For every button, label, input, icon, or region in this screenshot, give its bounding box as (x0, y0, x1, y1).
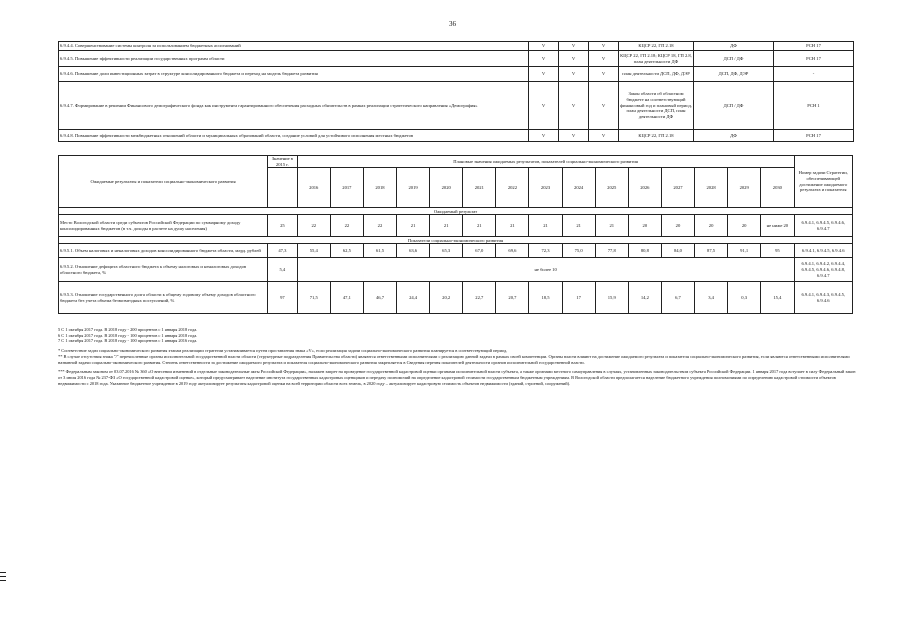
section-expected-result: Ожидаемый результат (59, 208, 853, 215)
base-year-cell (268, 168, 298, 208)
task-document: КЦСР 22, ГП 2.18 (619, 130, 694, 142)
year-header: 2027 (661, 168, 694, 208)
year-header: 2024 (562, 168, 595, 208)
planned-value: 61,5 (363, 244, 396, 258)
base-year-header: Значение в 2015 г. (268, 156, 298, 168)
planned-value: 20 (628, 215, 661, 237)
planned-value: 14,2 (628, 282, 661, 314)
page-number: 36 (449, 20, 456, 28)
planned-value: 21 (397, 215, 430, 237)
task-document: Закон области об областном бюджете на соответствующий финансовый год и плановый период, план деятельности ДСП, план деятельности ДФ (619, 82, 694, 130)
planned-value: 91,1 (728, 244, 761, 258)
year-header: 2023 (529, 168, 562, 208)
planned-value: 67,0 (463, 244, 496, 258)
base-value: 97 (268, 282, 298, 314)
planned-value: 21 (562, 215, 595, 237)
year-header: 2019 (397, 168, 430, 208)
expected-result-label: Место Вологодской области среди субъектов Российской Федерации по суммарному доходу консолидированных бюджетов (в т.ч. доходы в расчете на душу населения) (59, 215, 268, 237)
year-header: 2030 (761, 168, 794, 208)
year-header: 2017 (330, 168, 363, 208)
task-number: РСН 17 (774, 42, 854, 51)
planned-value: 20,2 (430, 282, 463, 314)
year-header: 2026 (628, 168, 661, 208)
footnote: 5 С 1 октября 2017 года. В 2018 году - 200 процентов с 1 января 2018 года. (58, 327, 198, 332)
task-responsible: ДФ (694, 130, 774, 142)
planned-value: 21 (529, 215, 562, 237)
footnote: 7 С 1 октября 2017 года. В 2018 году - 100 процентов с 1 января 2016 года. (58, 338, 198, 344)
planned-value: 24,4 (397, 282, 430, 314)
task-text: 6.9.4.6. Повышение доли инвестиционных затрат в структуре консолидированного бюджета и переход на модель бюджета развития (59, 67, 529, 82)
planned-value: 47,1 (330, 282, 363, 314)
task-row (59, 67, 854, 82)
indicator-row (59, 258, 853, 282)
results-table (58, 155, 853, 314)
planned-value: 65,3 (430, 244, 463, 258)
tasks-table (58, 41, 854, 142)
results-header-label: Ожидаемые результаты и показатели социально-экономического развития (59, 156, 268, 208)
base-value: 47,3 (268, 244, 298, 258)
task-number: - (774, 67, 854, 82)
planned-value: 15,9 (595, 282, 628, 314)
planned-value: не ниже 20 (761, 215, 794, 237)
planned-value: 63,6 (397, 244, 430, 258)
footnote: * Соответствие задач социально-экономического развития этапам реализации стратегии устанавливается путем проставления знака «V», если реализация задачи социально-экономического развития планируется в соответствующий период. (58, 348, 508, 354)
footnote: *** Федеральным законом от 03.07.2016 № 360 «О внесении изменений в отдельные законодательные акты Российской Федерации», налажен запрет на проведение государственной кадастровой оценки органами исполнительной власти субъекта, а также органами местного самоуправления в случаях, установленных законодательством субъекта Российской Федерации. 1 января 2017 года вступает в силу Федеральный закон от 3 июля 2016 года № 237-ФЗ «О государственной кадастровой оценке», который предусматривает наделение института государственных кадастровых оценщиков и передачу полномочий на определение кадастровой стоимости государственным бюджетным учреждениям. В Вологодской области предполагается наделение бюджетного учреждения полномочиями по определению кадастровой стоимости объектов недвижимости с 2018 года. Указанное бюджетное учреждение в 2019 году актуализирует результаты кадастровой оценки на всей территории области всех земель, в 2020 году – актуализирует кадастровую стоимость объектов недвижимости (зданий, строений, сооружений). (58, 369, 856, 386)
planned-values-header: Плановые значения ожидаемых результатов, показателей социально-экономического развития (297, 156, 794, 168)
year-header: 2025 (595, 168, 628, 208)
indicator-label: 6.9.5.2. Отношение дефицита областного бюджета к объему налоговых и неналоговых доходов областного бюджета, % (59, 258, 268, 282)
task-row (59, 130, 854, 142)
indicator-label: 6.9.5.1. Объем налоговых и неналоговых доходов консолидированного бюджета области, млрд. рублей (59, 244, 268, 258)
task-number: 6.9.4.1, 6.9.4.5, 6.9.4.6 (794, 244, 852, 258)
indicator-label: 6.9.5.3. Отношение государственного долга области к общему годовому объему доходов областного бюджета без учета объема безвозмездных поступлений, % (59, 282, 268, 314)
planned-value: 20,7 (496, 282, 529, 314)
stage-mark: V (589, 51, 619, 67)
footnote: 6 С 1 октября 2017 года. В 2018 году - 100 процентов с 1 января 2018 года. (58, 332, 198, 338)
planned-value: 87,5 (695, 244, 728, 258)
planned-value: 80,8 (628, 244, 661, 258)
base-value: 25 (268, 215, 298, 237)
planned-value: 22 (297, 215, 330, 237)
footnotes (58, 327, 858, 386)
task-number: 6.9.4.1, 6.9.4.5, 6.9.4.6, 6.9.4.7 (794, 215, 852, 237)
planned-value: 20 (661, 215, 694, 237)
task-row (59, 51, 854, 67)
stage-mark: V (559, 51, 589, 67)
planned-value: 71,5 (297, 282, 330, 314)
task-number: РСН 17 (774, 130, 854, 142)
task-text: 6.9.4.7. Формирование в решении Финансового демографического фонда как инструмента гарантированного обеспечения расходных обязательств в рамках реализации стратегического направления «Демография» (59, 82, 529, 130)
task-document: КЦСР 22, ГП 2.18 (619, 42, 694, 51)
task-number: РСН 1 (774, 82, 854, 130)
stage-mark: V (559, 82, 589, 130)
planned-value: 18,5 (529, 282, 562, 314)
task-responsible: ДСП / ДФ (694, 82, 774, 130)
planned-value-merged: не более 10 (297, 258, 794, 282)
task-row (59, 82, 854, 130)
planned-value: 69,6 (496, 244, 529, 258)
planned-value: 21 (430, 215, 463, 237)
stage-mark: V (559, 42, 589, 51)
footnote: ** В случае отсутствия знака "/" перечисленные органы исполнительной государственной власти области (структурные подразделения Правительства области) являются ответственными исполнителями с реализацию данной задачи в рамках своей компетенции. Органы власти влияют на достижение ожидаемого результата и показателя социально-экономического развития, если являются ответственными исполнителями названной задачи социально-экономического развития. Степень ответственности за достижение ожидаемого результата и показателя социально-экономического развития закрепляется в Сведения перечня показателей деятельности органов исполнительной государственной власти. (58, 353, 850, 365)
stage-mark: V (529, 67, 559, 82)
planned-value: 6,7 (661, 282, 694, 314)
year-header: 2028 (695, 168, 728, 208)
task-responsible: ДСП, ДФ, ДЭР (694, 67, 774, 82)
planned-value: 95 (761, 244, 794, 258)
section-indicators: Показатели социально-экономического развития (59, 237, 853, 244)
year-header: 2029 (728, 168, 761, 208)
margin-marks (0, 572, 6, 584)
task-number-header: Номер задачи Стратегии, обеспечивающей достижение ожидаемого результата и показателя (794, 156, 852, 208)
stage-mark: V (589, 130, 619, 142)
planned-value: 72,3 (529, 244, 562, 258)
task-number: РСН 17 (774, 51, 854, 67)
stage-mark: V (529, 82, 559, 130)
planned-value: 75,0 (562, 244, 595, 258)
planned-value: 22 (330, 215, 363, 237)
task-number: 6.9.4.1, 6.9.4.3, 6.9.4.5, 6.9.4.6 (794, 282, 852, 314)
stage-mark: V (529, 130, 559, 142)
year-header: 2022 (496, 168, 529, 208)
task-row (59, 42, 854, 51)
stage-mark: V (529, 51, 559, 67)
base-value: 5,4 (268, 258, 298, 282)
planned-value: 46,7 (363, 282, 396, 314)
planned-value: 77,8 (595, 244, 628, 258)
planned-value: 22,7 (463, 282, 496, 314)
planned-value: 0,3 (728, 282, 761, 314)
indicator-row (59, 244, 853, 258)
planned-value: 21 (463, 215, 496, 237)
year-header: 2021 (463, 168, 496, 208)
task-text: 6.9.4.4. Совершенствование системы контроля за использованием бюджетных ассигнований (59, 42, 529, 51)
planned-value: 15,4 (761, 282, 794, 314)
planned-value: 3,4 (695, 282, 728, 314)
task-text: 6.9.4.8. Повышение эффективности межбюджетных отношений области и муниципальных образований области, создание условий для устойчивого исполнения местных бюджетов (59, 130, 529, 142)
task-responsible: ДФ (694, 42, 774, 51)
task-text: 6.9.4.5. Повышение эффективности реализации государственных программ области (59, 51, 529, 67)
planned-value: 62,5 (330, 244, 363, 258)
planned-value: 55,4 (297, 244, 330, 258)
year-header: 2020 (430, 168, 463, 208)
stage-mark: V (559, 67, 589, 82)
year-header: 2018 (363, 168, 396, 208)
planned-value: 21 (496, 215, 529, 237)
planned-value: 22 (363, 215, 396, 237)
task-document: КЦСР 22, ГП 2.18; КЦСР 18, ГП 2.8, план деятельности ДФ (619, 51, 694, 67)
planned-value: 20 (695, 215, 728, 237)
task-responsible: ДСП / ДФ (694, 51, 774, 67)
indicator-row (59, 282, 853, 314)
planned-value: 17 (562, 282, 595, 314)
task-number: 6.9.4.1, 6.9.4.2, 6.9.4.4, 6.9.4.5, 6.9.4.6, 6.9.4.8, 6.9.4.7 (794, 258, 852, 282)
planned-value: 21 (595, 215, 628, 237)
stage-mark: V (559, 130, 589, 142)
stage-mark: V (529, 42, 559, 51)
year-header: 2016 (297, 168, 330, 208)
task-document: план деятельности ДСП, ДФ, ДЭР (619, 67, 694, 82)
planned-value: 84,0 (661, 244, 694, 258)
stage-mark: V (589, 42, 619, 51)
stage-mark: V (589, 82, 619, 130)
planned-value: 20 (728, 215, 761, 237)
stage-mark: V (589, 67, 619, 82)
